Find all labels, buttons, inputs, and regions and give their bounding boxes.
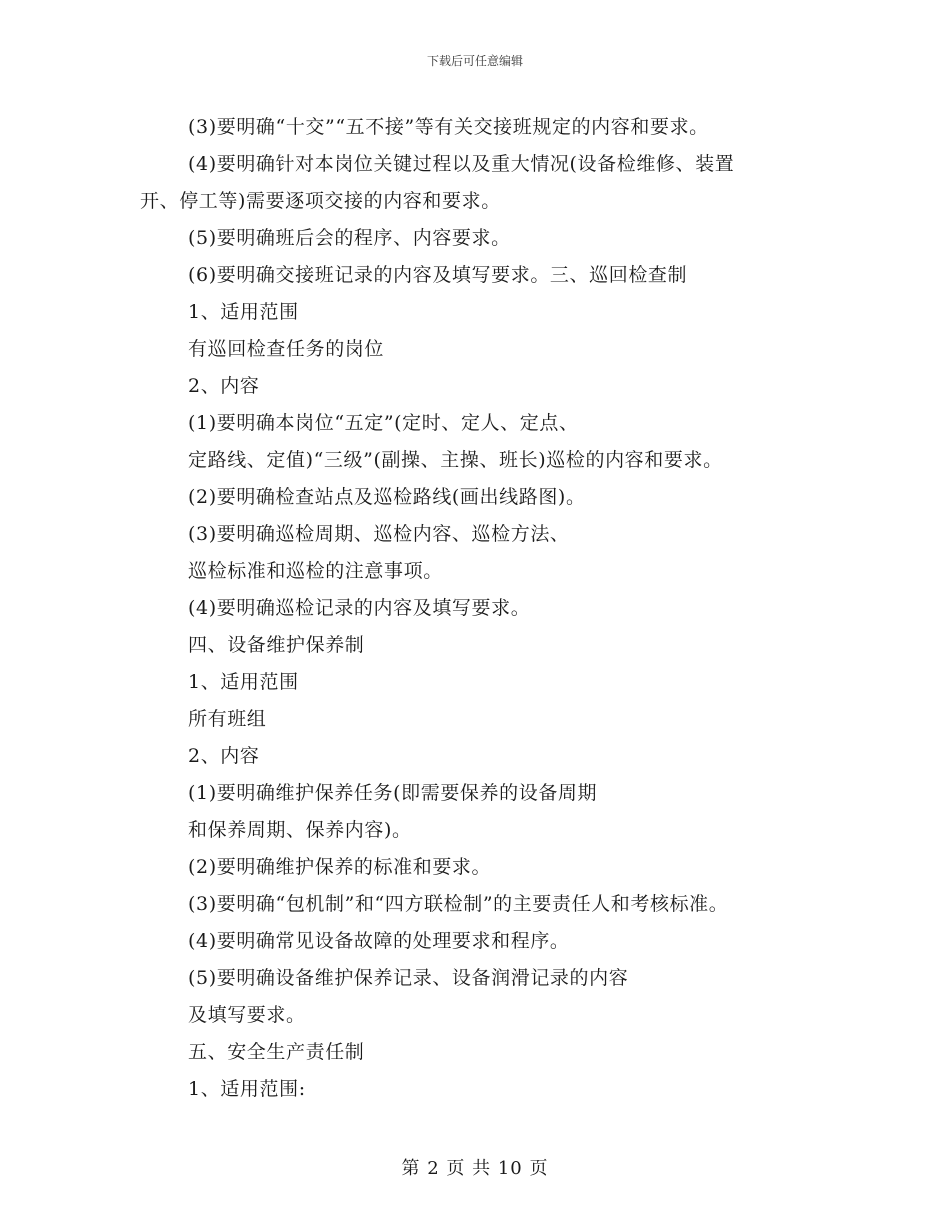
text-line: (1)要明确本岗位“五定”(定时、定人、定点、 — [188, 412, 579, 434]
text-line: 四、设备维护保养制 — [188, 634, 365, 656]
text-line: 1、适用范围 — [188, 301, 299, 323]
text-line: 及填写要求。 — [188, 1004, 306, 1026]
text-line: (4)要明确常见设备故障的处理要求和程序。 — [188, 930, 570, 952]
text-line: 1、适用范围 — [188, 671, 299, 693]
text-line: 五、安全生产责任制 — [188, 1041, 365, 1063]
text-line: 1、适用范围: — [188, 1078, 306, 1100]
text-line: (3)要明确“包机制”和“四方联检制”的主要责任人和考核标准。 — [188, 893, 729, 915]
text-line: 巡检标准和巡检的注意事项。 — [188, 560, 443, 582]
text-line: (1)要明确维护保养任务(即需要保养的设备周期 — [188, 782, 598, 804]
text-line: 2、内容 — [188, 375, 260, 397]
header-note: 下载后可任意编辑 — [426, 54, 523, 68]
text-line: (2)要明确检查站点及巡检路线(画出线路图)。 — [188, 486, 586, 508]
text-line: (2)要明确维护保养的标准和要求。 — [188, 856, 492, 878]
text-line: 开、停工等)需要逐项交接的内容和要求。 — [140, 190, 501, 212]
text-line: (5)要明确设备维护保养记录、设备润滑记录的内容 — [188, 967, 629, 989]
text-line: (3)要明确巡检周期、巡检内容、巡检方法、 — [188, 523, 570, 545]
text-line: (5)要明确班后会的程序、内容要求。 — [188, 227, 511, 249]
text-line: (3)要明确“十交”“五不接”等有关交接班规定的内容和要求。 — [188, 116, 709, 138]
text-line: 和保养周期、保养内容)。 — [188, 819, 412, 841]
text-line: (6)要明确交接班记录的内容及填写要求。三、巡回检查制 — [188, 264, 688, 286]
text-line: 2、内容 — [188, 745, 260, 767]
text-line: 定路线、定值)“三级”(副操、主操、班长)巡检的内容和要求。 — [188, 449, 723, 471]
text-line: 所有班组 — [188, 708, 267, 730]
page-number-footer: 第 2 页 共 10 页 — [401, 1158, 549, 1179]
text-line: (4)要明确巡检记录的内容及填写要求。 — [188, 597, 531, 619]
text-line: 有巡回检查任务的岗位 — [188, 338, 385, 360]
text-line: (4)要明确针对本岗位关键过程以及重大情况(设备检维修、装置 — [188, 153, 735, 175]
document-body — [140, 114, 840, 1113]
